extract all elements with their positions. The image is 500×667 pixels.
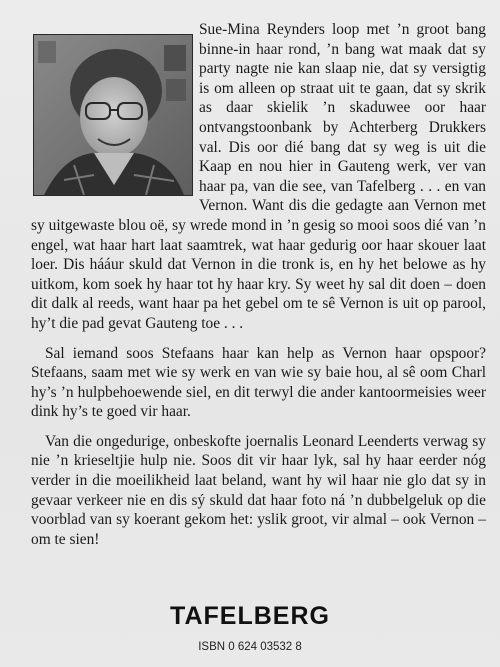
publisher-logo: TAFELBERG [170, 602, 330, 630]
blurb-text [31, 20, 486, 549]
isbn-number: ISBN 0 624 03532 8 [198, 641, 302, 653]
photo-spacer [31, 20, 199, 198]
blurb-paragraph-1: Sue-Mina Reynders loop met ’n groot bang binne-in haar rond, ’n bang wat maak dat sy party nagte nie kan slaap nie, dat sy versigtig is om alleen op straat uit te gaan, dat sy skrik as daar skielik ’n skaduwee oor haar ontvangstoonbank by Achterberg Drukkers val. Dis oor dié bang dat sy weg is uit die Kaap en nou hier in Gauteng werk, ver van haar pa, van die see, van Tafelberg . . . en van Vernon. Want dis die gedagte aan Vernon met sy uitgewaste blou oë, sy wrede mond in ’n gesig so mooi soos dié van ’n engel, wat haar hart laat saamtrek, wat haar gedurig oor haar skouer laat loer. Dis hááur skuld dat Vernon in die tronk is, en hy het belowe as hy uitkom, kom soek hy haar tot hy haar kry. Sy weet hy sal dit doen – doen dit dalk al reeds, want haar pa het gebel om te sê Vernon is uit op parool, hy’t die pad gevat Gauteng toe . . . [31, 21, 486, 332]
blurb-paragraph-2: Sal iemand soos Stefaans haar kan help as Vernon haar opspoor? Stefaans, saam met wie sy werk en van wie sy baie hou, al sê oom Charl hy’s ’n hulpbehoewende siel, en dit terwyl die ander kantoormeisies weer dink hy’s te goed vir haar. [31, 344, 486, 421]
blurb-paragraph-3: Van die ongedurige, onbeskofte joernalis Leonard Leenderts verwag sy nie ’n krieseltjie hulp nie. Soos dit vir haar lyk, sal hy haar eerder nóg verder in die moeilikheid laat beland, want hy wil haar nie glo dat sy in gevaar verkeer nie en dis sý skuld dat haar foto ná ’n dubbelgeluk op die voorblad van sy koerant gekom het: yslik groot, vir almal – ook Vernon – om te sien! [31, 432, 486, 548]
